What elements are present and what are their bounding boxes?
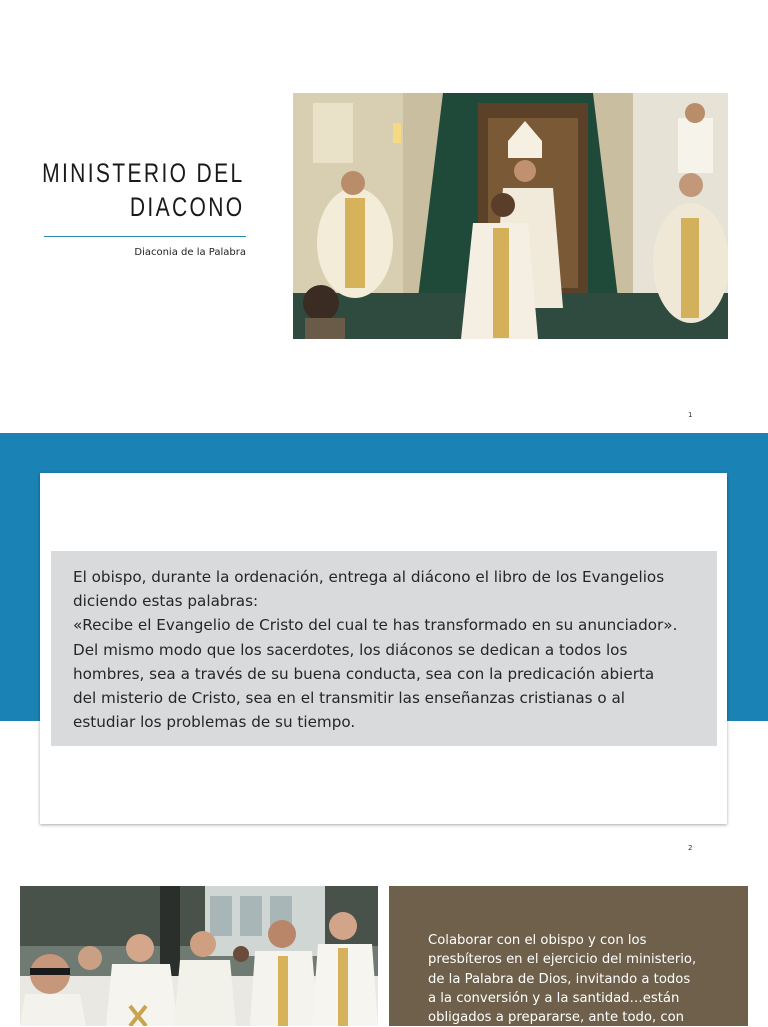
slide-3 [0, 858, 768, 1024]
quote-line: del misterio de Cristo, sea en el transmitir las enseñanzas cristianas o al [73, 689, 626, 708]
quote-line: El obispo, durante la ordenación, entrega al diácono el libro de los Evangelios [73, 568, 665, 586]
title-line-2: DIACONO [130, 192, 245, 222]
panel-text [428, 931, 728, 1027]
panel-line: a la conversión y a la santidad…están [428, 990, 680, 1006]
slide-2 [0, 433, 768, 857]
panel-line: obligados a prepararse, ante todo, con [428, 1010, 685, 1026]
quote-line: Del mismo modo que los sacerdotes, los diáconos se dedican a todos los [73, 640, 628, 659]
text-panel [389, 886, 748, 1026]
ordination-photo-illustration [293, 93, 728, 339]
ordination-photo [293, 93, 728, 339]
slide-title [43, 156, 245, 224]
quote-box [51, 551, 717, 746]
slide-subtitle: Diaconia de la Palabra [134, 247, 246, 258]
quote-line: estudiar los problemas de su tiempo. [73, 713, 356, 732]
panel-line: Colaborar con el obispo y con los [428, 933, 647, 948]
quote-paragraph [73, 565, 707, 734]
quote-line: «Recibe el Evangelio de Cristo del cual te has transformado en su anunciador». [73, 616, 678, 635]
panel-line: presbíteros en el ejercicio del ministerio, [428, 952, 697, 968]
deacons-procession-photo [20, 886, 378, 1026]
page-number: 1 [688, 411, 693, 419]
title-line-1: MINISTERIO DEL [42, 158, 245, 188]
content-card [40, 473, 727, 824]
slide-1 [0, 0, 768, 432]
deacons-procession-illustration [20, 886, 378, 1026]
title-underline [44, 236, 246, 237]
quote-line: hombres, sea a través de su buena conducta, sea con la predicación abierta [73, 664, 655, 683]
panel-line: de la Palabra de Dios, invitando a todos [428, 971, 691, 987]
page-number: 2 [688, 844, 693, 852]
quote-line: diciendo estas palabras: [73, 592, 259, 611]
